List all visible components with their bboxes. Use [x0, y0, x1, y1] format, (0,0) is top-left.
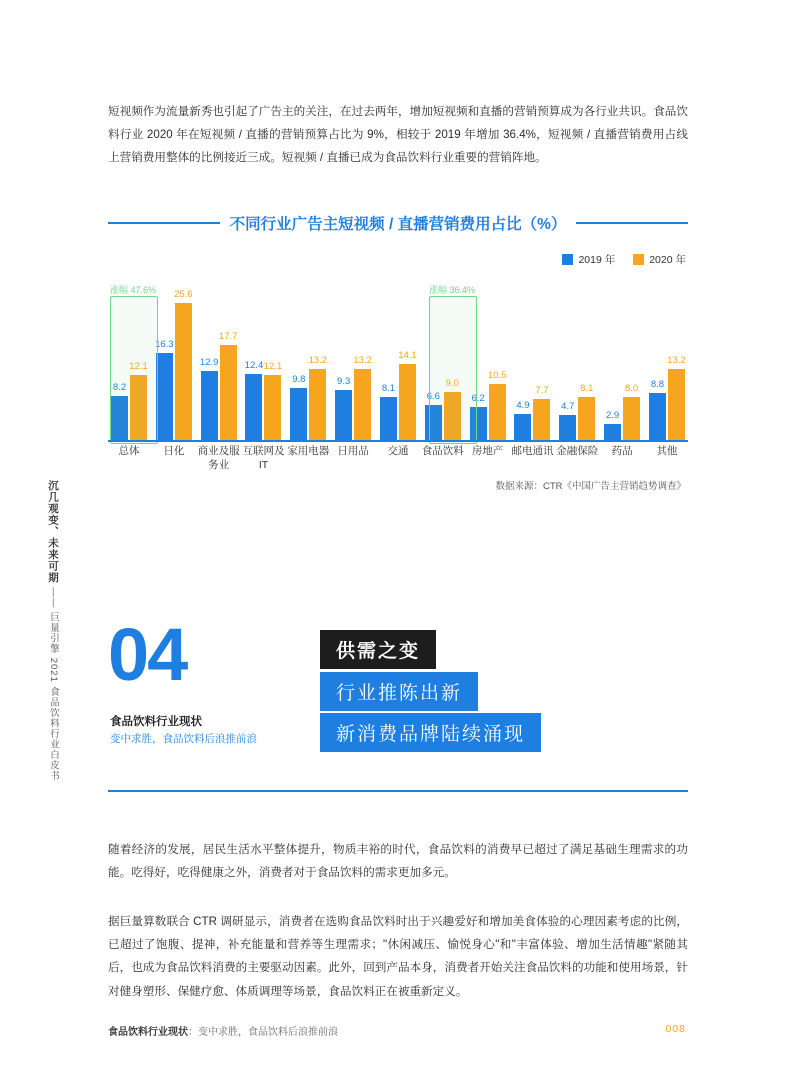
x-axis-label: 食品饮料: [421, 445, 464, 457]
bar-value-label: 6.6: [426, 390, 440, 402]
legend-label-2020: 2020 年: [649, 254, 686, 266]
side-vertical-title: [46, 480, 61, 781]
bar-group: [332, 270, 374, 440]
legend-item-2019: [562, 252, 615, 267]
bar-2020: [398, 350, 417, 440]
bar-value-label: 8.8: [650, 378, 665, 390]
chart-source: 数据来源：CTR《中国广告主营销趋势调查》: [495, 481, 686, 492]
bar-group: [511, 270, 553, 440]
bar-value-label: 13.2: [308, 355, 328, 367]
section-number: 04: [108, 613, 187, 696]
bar-2020: [308, 355, 328, 440]
legend-label-2019: 2019 年: [578, 254, 616, 266]
bar-value-label: 12.1: [263, 361, 283, 373]
bar-2020: [533, 384, 550, 440]
bar-2019: [425, 390, 442, 440]
legend-swatch-2019: [562, 254, 573, 265]
footer-page-number: 008: [665, 1023, 686, 1035]
bar-value-label: 17.7: [218, 331, 238, 343]
body-paragraph-2: 据巨量算数联合 CTR 调研显示，消费者在选购食品饮料时出于兴趣爱好和增加美食体验的心理因素考虑的比例，已超过了饱腹、提神，补充能量和营养等生理需求；"休闲减压、愉悦身心"和"丰富体验、增加生活情趣"紧随其后，也成为食品饮料消费的主要驱动因素。此外，回到产品本身，消费者开始关注食品饮料的功能和使用场景，针对健身塑形、保健疗愈、体质调理等场景，食品饮料正在被重新定义。: [108, 915, 688, 998]
bar-2019: [649, 378, 666, 440]
bar-value-label: 13.2: [667, 355, 686, 367]
section-subtitle: 食品饮料行业现状: [110, 716, 202, 728]
bar-value-label: 13.2: [353, 355, 372, 367]
bar-group: [646, 270, 688, 440]
title-rule-left: [108, 222, 220, 224]
bar-value-label: 7.7: [535, 384, 549, 396]
bar-value-label: 6.2: [471, 392, 485, 404]
chart-title: 不同行业广告主短视频 / 直播营销费用占比（%）: [229, 216, 567, 233]
bar-value-label: 16.3: [155, 338, 174, 350]
chart-legend: [562, 252, 686, 267]
bar-2019: [290, 373, 307, 441]
bar-2019: [470, 392, 487, 440]
bar-group: [556, 270, 598, 440]
bar-groups: [108, 270, 688, 440]
bar-group: [377, 270, 419, 440]
bar-2019: [199, 356, 219, 440]
highlight-label-food: 涨幅 36.4%: [429, 285, 476, 295]
x-axis-label: 总体: [118, 445, 140, 457]
bar-value-label: 4.9: [516, 399, 530, 411]
bar-2019: [380, 382, 397, 440]
x-axis-label: 互联网及 IT: [242, 445, 285, 472]
bar-2019: [244, 359, 264, 440]
bar-value-label: 2.9: [606, 410, 620, 422]
bar-2020: [444, 377, 461, 440]
section-tag-blue-1: 行业推陈出新: [320, 672, 478, 711]
side-vertical-thin: —— 巨量引擎 2021 食品饮料行业白皮书: [48, 587, 59, 781]
bar-2019: [604, 410, 621, 440]
bar-2020: [174, 288, 193, 440]
footer-left-thin: ：变中求胜，食品饮料后浪推前浪: [188, 1027, 338, 1038]
bar-group: [601, 270, 643, 440]
highlight-label-total: 涨幅 47.6%: [110, 285, 157, 295]
bar-value-label: 9.8: [292, 373, 306, 385]
x-axis-label: 日化: [163, 445, 185, 457]
bar-value-label: 8.2: [112, 382, 127, 394]
bar-value-label: 12.4: [244, 359, 264, 371]
bar-2020: [218, 331, 238, 440]
bar-value-label: 8.1: [580, 382, 594, 394]
chart-x-axis: [108, 440, 688, 442]
x-axis-label: 商业及服务业: [197, 445, 240, 472]
bar-value-label: 9.0: [445, 377, 459, 389]
section-subdesc: 变中求胜，食品饮料后浪推前浪: [110, 733, 257, 745]
side-vertical-bold: 沉几观变、未来可期: [47, 480, 59, 584]
section-divider: [108, 790, 688, 792]
bar-value-label: 10.5: [487, 369, 507, 381]
x-axis-label: 药品: [611, 445, 633, 457]
title-rule-right: [576, 222, 688, 224]
bar-value-label: 12.1: [129, 361, 148, 373]
legend-item-2020: [633, 252, 686, 267]
chart-title-row: [108, 212, 688, 234]
chart-plot-area: [108, 270, 688, 440]
bar-2020: [263, 361, 283, 440]
bar-2020: [623, 383, 640, 440]
footer-left-bold: 食品饮料行业现状: [108, 1027, 188, 1038]
bar-2019: [111, 382, 128, 440]
bar-group: [153, 270, 195, 440]
chart-x-labels: [108, 444, 688, 472]
bar-value-label: 8.1: [381, 382, 396, 394]
x-axis-label: 房地产: [471, 445, 504, 457]
bar-group: [242, 270, 284, 440]
body-paragraph-1: 随着经济的发展，居民生活水平整体提升，物质丰裕的时代，食品饮料的消费早已超过了满足基础生理需求的功能。吃得好，吃得健康之外，消费者对于食品饮料的需求更加多元。: [108, 843, 688, 880]
bar-2020: [487, 369, 507, 440]
bar-value-label: 14.1: [398, 350, 417, 362]
bar-value-label: 8.0: [625, 383, 639, 395]
x-axis-label: 日用品: [337, 445, 369, 457]
bar-group: [287, 270, 329, 440]
bar-group: [198, 270, 240, 440]
bar-value-label: 9.3: [337, 376, 351, 388]
x-axis-label: 邮电通讯: [511, 445, 554, 457]
intro-paragraph: 短视频作为流量新秀也引起了广告主的关注，在过去两年，增加短视频和直播的营销预算成为各行业共识。食品饮料行业 2020 年在短视频 / 直播的营销预算占比为 9%，相较于 2019 年增加 36.4%，短视频 / 直播营销费用占线上营销费用整体的比例接近三成。短视频 / 直播已成为食品饮料行业重要的营销阵地。: [108, 105, 688, 165]
bar-2020: [353, 355, 372, 440]
bar-2020: [129, 361, 148, 440]
bar-2019: [155, 338, 174, 440]
bar-value-label: 25.6: [174, 288, 193, 300]
x-axis-label: 金融保险: [556, 445, 599, 457]
bar-2019: [335, 376, 352, 440]
section-tag-black: 供需之变: [320, 630, 436, 669]
bar-2020: [578, 382, 595, 440]
x-axis-label: 交通: [387, 445, 409, 457]
bar-value-label: 4.7: [561, 400, 575, 412]
x-axis-label: 家用电器: [287, 445, 330, 457]
footer-left: [108, 1023, 338, 1038]
bar-value-label: 12.9: [199, 356, 219, 368]
bar-2020: [667, 355, 686, 440]
bar-2019: [514, 399, 531, 440]
legend-swatch-2020: [633, 254, 644, 265]
x-axis-label: 其他: [656, 445, 678, 457]
bar-2019: [559, 400, 576, 440]
section-tag-blue-2: 新消费品牌陆续涌现: [320, 713, 541, 752]
